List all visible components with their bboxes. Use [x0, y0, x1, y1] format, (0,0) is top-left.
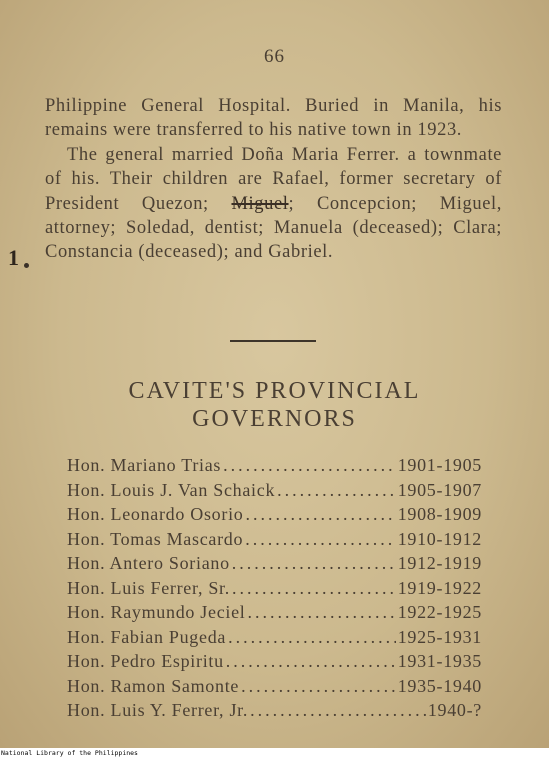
- governor-years: 1901-1905: [397, 455, 482, 475]
- leader-dots: [241, 676, 396, 697]
- governor-row: [67, 455, 482, 480]
- leader-dots: [228, 627, 396, 648]
- governor-row: [67, 553, 482, 578]
- governor-name: Hon. Ramon Samonte: [67, 675, 240, 696]
- leader-dots: [245, 504, 395, 525]
- section-title: [0, 377, 549, 433]
- governor-name: Hon. Raymundo Jeciel: [67, 602, 246, 622]
- section-divider: [230, 340, 316, 342]
- paragraph-2: [45, 143, 502, 265]
- governor-name: Hon. Antero Soriano: [67, 553, 230, 573]
- governor-name: Hon. Fabian Pugeda: [67, 626, 227, 647]
- leader-dots: [232, 553, 396, 574]
- paragraph-2-text-a: The general married Doña Maria Ferrer. a townmate of his. Their children are Rafael, former secretary of President Quezon;: [45, 144, 502, 214]
- governor-years: 1908-1909: [397, 504, 482, 524]
- margin-annotation: 1: [8, 245, 19, 270]
- leader-dots: [277, 480, 396, 501]
- governor-name: Hon. Mariano Trias: [67, 455, 222, 475]
- library-credit: National Library of the Philippines: [1, 749, 138, 757]
- governor-years: 1922-1925: [397, 602, 482, 622]
- governors-list: [67, 455, 482, 725]
- governor-years: 1905-1907: [397, 479, 482, 500]
- governor-name: Hon. Luis Y. Ferrer, Jr.: [67, 700, 249, 720]
- leader-dots: [250, 700, 426, 721]
- leader-dots: [226, 651, 396, 672]
- governor-row: [67, 602, 482, 627]
- governor-years: 1925-1931: [397, 626, 482, 647]
- governor-name: Hon. Tomas Mascardo: [67, 528, 244, 549]
- governor-years: 1940-?: [427, 700, 482, 720]
- paragraph-2-text-b: ; Concepcion; Miguel, attorney; Soledad, dentist; Manuela (deceased); Clara; Constancia (deceased); and Gabriel.: [45, 193, 502, 263]
- governor-years: 1912-1919: [397, 553, 482, 573]
- governor-years: 1935-1940: [397, 675, 482, 696]
- leader-dots: [232, 578, 396, 599]
- governor-name: Hon. Leonardo Osorio: [67, 504, 244, 524]
- governor-row: [67, 529, 482, 554]
- section-title-text: CAVITE'S PROVINCIAL GOVERNORS: [128, 378, 421, 432]
- governor-row: [67, 504, 482, 529]
- governor-row: [67, 651, 482, 676]
- governor-row: [67, 700, 482, 725]
- paragraph-1: Philippine General Hospital. Buried in Manila, his remains were transferred to his native town in 1923.: [45, 96, 502, 141]
- governor-row: [67, 676, 482, 701]
- governor-years: 1910-1912: [397, 528, 482, 549]
- margin-dot: [24, 263, 29, 268]
- governor-row: [67, 480, 482, 505]
- governor-years: 1931-1935: [397, 651, 482, 671]
- body-text: [45, 94, 502, 265]
- governor-years: 1919-1922: [397, 577, 482, 598]
- leader-dots: [245, 529, 396, 550]
- governor-row: [67, 627, 482, 652]
- page-number: 66: [264, 46, 285, 67]
- governor-name: Hon. Luis Ferrer, Sr.: [67, 577, 230, 598]
- leader-dots: [247, 602, 395, 623]
- governor-name: Hon. Pedro Espiritu: [67, 651, 224, 671]
- struck-name: Miguel: [231, 193, 289, 214]
- governor-row: [67, 578, 482, 603]
- leader-dots: [223, 455, 396, 476]
- governor-name: Hon. Louis J. Van Schaick: [67, 479, 276, 500]
